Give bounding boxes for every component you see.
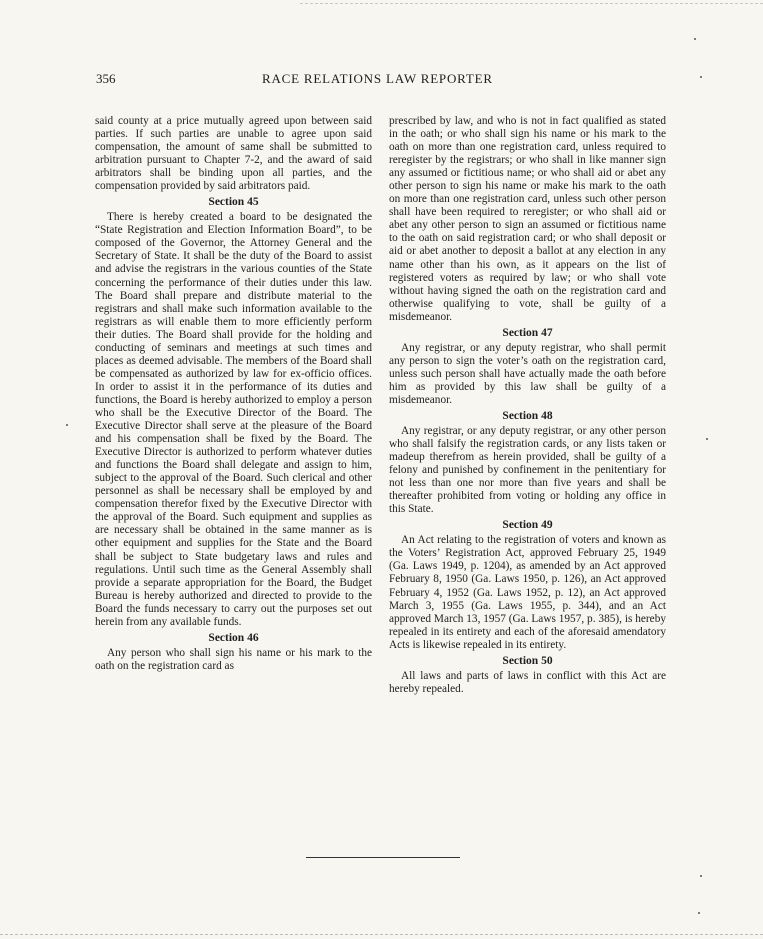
section-50-heading: Section 50	[502, 654, 553, 667]
section-49-heading: Section 49	[502, 519, 553, 532]
running-head: RACE RELATIONS LAW REPORTER	[262, 71, 493, 86]
right-column	[389, 115, 666, 696]
scan-speck	[694, 38, 696, 40]
section-49-text: An Act relating to the registration of voters and known as the Voters’ Registration Act, approved February 25, 1949 (Ga. Laws 1949, p. 1204), as amended by an Act approved February 8, 1950 (Ga. Laws 1950, p. 126), an Act approved February 4, 1952 (Ga. Laws 1952, p. 12), an Act approved March 3, 1955 (Ga. Laws 1955, p. 344), and an Act approved March 13, 1957 (Ga. Laws 1957, p. 385), is hereby repealed in its entirety and each of the aforesaid amendatory Acts is likewise repealed in its entirety.	[389, 534, 666, 651]
section-47-heading: Section 47	[502, 326, 553, 339]
paragraph-intro: said county at a price mutually agreed upon between said parties. If such parties are unable to agree upon said compensation, the amount of same shall be submitted to arbitration pursuant to Chapter 7-2, and the award of said arbitrators shall be binding upon all parties, and the compensation provided by said arbitrators paid.	[95, 115, 372, 193]
scan-bottom-edge	[0, 934, 763, 935]
scan-speck	[706, 438, 708, 440]
end-rule	[306, 857, 460, 858]
section-47-text: Any registrar, or any deputy registrar, who shall permit any person to sign the voter’s oath on the registration card, unless such person shall have actually made the oath before him as provided by this law shall be guilty of a misdemeanor.	[389, 341, 666, 406]
section-45-heading: Section 45	[208, 196, 259, 209]
section-48-heading: Section 48	[502, 409, 553, 422]
scan-top-edge	[300, 3, 763, 4]
section-50-text: All laws and parts of laws in conflict with this Act are hereby repealed.	[389, 669, 666, 695]
page-number: 356	[96, 71, 116, 86]
scan-speck	[700, 76, 702, 78]
scan-speck	[698, 912, 700, 914]
section-48-text: Any registrar, or any deputy registrar, or any other person who shall falsify the registration cards, or any lists taken or madeup therefrom as herein provided, shall be guilty of a felony and punished by confinement in the penitentiary for not less than one nor more than five years and shall be thereafter prohibited from voting or holding any office in this State.	[389, 424, 666, 516]
scan-speck	[66, 424, 68, 426]
section-46-text: Any person who shall sign his name or his mark to the oath on the registration card as	[95, 646, 372, 672]
left-column	[95, 115, 372, 673]
section-45-text: There is hereby created a board to be designated the “State Registration and Election Information Board”, to be composed of the Governor, the Attorney General and the Secretary of State. It shall be the duty of the Board to assist and advise the registrars in the various counties of the State concerning the performance of their duties under this law. The Board shall prepare and distribute material to the registrars and shall make such information available to the registrars as will enable them to more efficiently perform their duties. The Board shall provide for the holding and conducting of seminars and meetings at such times and places as deemed advisable. The members of the Board shall be compensated as authorized by law for ex-officio offices. In order to assist it in the performance of its duties and functions, the Board is hereby authorized to employ a person who shall be the Executive Director of the Board. The Executive Director shall serve at the pleasure of the Board and his compensation shall be fixed by the Board. The Executive Director is authorized to perform whatever duties and functions the Board shall delegate and assign to him, subject to the approval of the Board. Such clerical and other personnel as shall be necessary shall be employed by and compensation therefor fixed by the Executive Director with the approval of the Board. Such equipment and supplies as are necessary shall be obtained in the same manner as is other equipment and supplies for the State and the Board shall be subject to State budgetary laws and rules and regulations. Until such time as the General Assembly shall provide a separate appropriation for the Board, the Budget Bureau is hereby authorized and directed to provide to the Board the funds necessary to carry out the purposes set out herein from any available funds.	[95, 211, 372, 628]
paragraph-continuation: prescribed by law, and who is not in fact qualified as stated in the oath; or who shall sign his name or his mark to the oath on more than one registration card, unless required to reregister by the registrars; or who shall in like manner sign any assumed or fictitious name; or who shall aid or abet any other person to sign his name or make his mark to the oath on more than one registration card, unless such other person shall have been required to reregister; or who shall aid or abet any other person to sign an assumed or fictitious name to the oath on said registration card; or who shall deposit or aid or abet another to deposit a ballot at any election in any name other than his own, as it appears on the list of registered voters as required by law; or who shall vote without having signed the oath on the registration card and otherwise qualifying to vote, shall be guilty of a misdemeanor.	[389, 115, 666, 323]
section-46-heading: Section 46	[208, 631, 259, 644]
scan-speck	[700, 875, 702, 877]
